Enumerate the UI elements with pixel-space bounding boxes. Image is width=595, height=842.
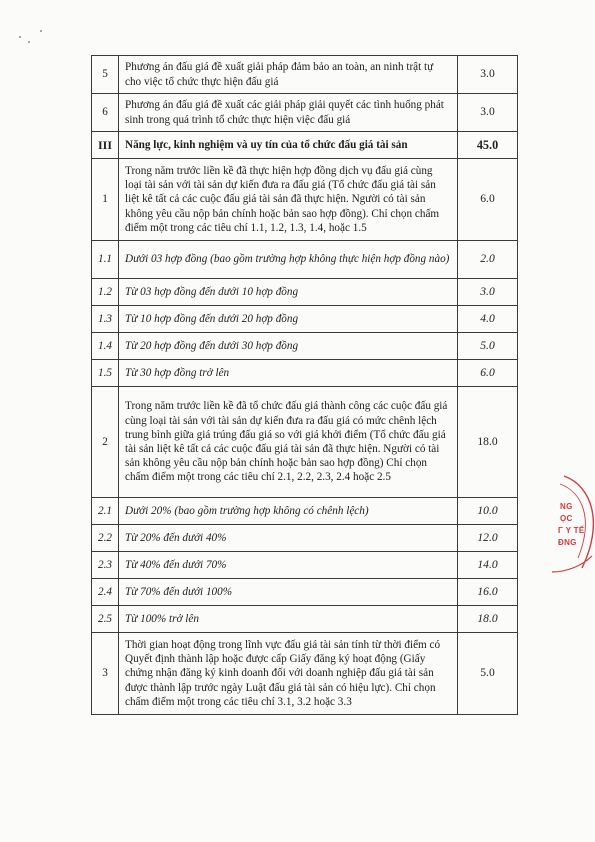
row-score: 16.0 (458, 579, 518, 606)
table-row (92, 498, 518, 525)
row-score: 18.0 (458, 606, 518, 633)
row-number: 1.2 (92, 279, 119, 306)
row-score: 6.0 (458, 360, 518, 387)
row-criterion: Từ 20% đến dưới 40% (119, 525, 458, 552)
row-criterion: Trong năm trước liền kề đã tổ chức đấu giá thành công các cuộc đấu giá cùng loại tài sản với tài sản dự kiến đưa ra đấu giá có mức chênh lệch trung bình giữa giá trúng đấu giá so với giá khởi điểm (Tổ chức đấu giá tài sản liệt kê tất cả các cuộc đấu giá tài sản đã thực hiện. Người có tài sản không yêu cầu nộp bản chính hoặc bản sao hợp đồng) Chỉ chọn chấm điểm một trong các tiêu chí 2.1, 2.2, 2.3, 2.4 hoặc 2.5 (119, 387, 458, 498)
row-number: 2 (92, 387, 119, 498)
row-criterion: Từ 10 hợp đồng đến dưới 20 hợp đồng (119, 306, 458, 333)
row-score: 12.0 (458, 525, 518, 552)
row-score: 5.0 (458, 333, 518, 360)
row-criterion: Năng lực, kinh nghiệm và uy tín của tổ chức đấu giá tài sản (119, 132, 458, 159)
row-number: 2.5 (92, 606, 119, 633)
row-criterion: Từ 70% đến dưới 100% (119, 579, 458, 606)
row-number: 2.3 (92, 552, 119, 579)
row-score: 14.0 (458, 552, 518, 579)
row-number: 3 (92, 633, 119, 715)
table-row (92, 606, 518, 633)
table-row (92, 333, 518, 360)
scan-speck (40, 30, 42, 32)
row-number: 5 (92, 56, 119, 94)
row-score: 18.0 (458, 387, 518, 498)
table-row (92, 387, 518, 498)
row-score: 4.0 (458, 306, 518, 333)
table-row (92, 241, 518, 279)
row-number: 1.3 (92, 306, 119, 333)
row-score: 10.0 (458, 498, 518, 525)
row-criterion: Từ 40% đến dưới 70% (119, 552, 458, 579)
stamp-text-2: ỌC (560, 514, 573, 523)
stamp-text-4: ĐNG (558, 538, 577, 547)
row-criterion: Thời gian hoạt động trong lĩnh vực đấu giá tài sản tính từ thời điểm có Quyết định thành lập hoặc được cấp Giấy đăng ký hoạt động (Giấy chứng nhận đăng ký kinh doanh đối với doanh nghiệp đấu giá tài sản được thành lập trước ngày Luật đấu giá tài sản có hiệu lực). Chỉ chọn chấm điểm một trong các tiêu chí 3.1, 3.2 hoặc 3.3 (119, 633, 458, 715)
row-criterion: Phương án đấu giá đề xuất giải pháp đảm bảo an toàn, an ninh trật tự cho việc tổ chức thực hiện đấu giá (119, 56, 458, 94)
row-number: 1.1 (92, 241, 119, 279)
red-seal-stamp (552, 468, 595, 586)
table-row (92, 56, 518, 94)
row-score: 6.0 (458, 159, 518, 241)
table-row (92, 132, 518, 159)
row-criterion: Từ 30 hợp đồng trở lên (119, 360, 458, 387)
row-criterion: Từ 20 hợp đồng đến dưới 30 hợp đồng (119, 333, 458, 360)
row-criterion: Từ 100% trở lên (119, 606, 458, 633)
row-number: 2.1 (92, 498, 119, 525)
row-number: III (92, 132, 119, 159)
table-row (92, 94, 518, 132)
row-score: 3.0 (458, 56, 518, 94)
stamp-text-3: Γ Y TẾ (558, 526, 585, 535)
table-row (92, 279, 518, 306)
scan-speck (19, 36, 21, 38)
row-score: 5.0 (458, 633, 518, 715)
stamp-text-1: NG (560, 502, 573, 511)
row-criterion: Phương án đấu giá đề xuất các giải pháp giải quyết các tình huống phát sinh trong quá trình tổ chức thực hiện việc đấu giá (119, 94, 458, 132)
row-score: 45.0 (458, 132, 518, 159)
table-row (92, 633, 518, 715)
table-row (92, 360, 518, 387)
row-number: 1.5 (92, 360, 119, 387)
row-number: 1 (92, 159, 119, 241)
table-row (92, 552, 518, 579)
row-score: 2.0 (458, 241, 518, 279)
row-score: 3.0 (458, 94, 518, 132)
table-row (92, 579, 518, 606)
table-row (92, 306, 518, 333)
row-number: 2.2 (92, 525, 119, 552)
table-row (92, 159, 518, 241)
row-criterion: Trong năm trước liền kề đã thực hiện hợp đồng dịch vụ đấu giá cùng loại tài sản với tài sản dự kiến đưa ra đấu giá (Tổ chức đấu giá tài sản liệt kê tất cả các cuộc đấu giá tài sản đã thực hiện. Người có tài sản không yêu cầu nộp bản chính hoặc bản sao hợp đồng). Chỉ chọn chấm điểm một trong các tiêu chí 1.1, 1.2, 1.3, 1.4, hoặc 1.5 (119, 159, 458, 241)
table-row (92, 525, 518, 552)
scan-speck (28, 41, 30, 43)
row-score: 3.0 (458, 279, 518, 306)
row-criterion: Dưới 20% (bao gồm trường hợp không có chênh lệch) (119, 498, 458, 525)
row-number: 6 (92, 94, 119, 132)
criteria-table (91, 55, 518, 715)
row-criterion: Từ 03 hợp đồng đến dưới 10 hợp đồng (119, 279, 458, 306)
row-criterion: Dưới 03 hợp đồng (bao gồm trường hợp không thực hiện hợp đồng nào) (119, 241, 458, 279)
row-number: 2.4 (92, 579, 119, 606)
row-number: 1.4 (92, 333, 119, 360)
